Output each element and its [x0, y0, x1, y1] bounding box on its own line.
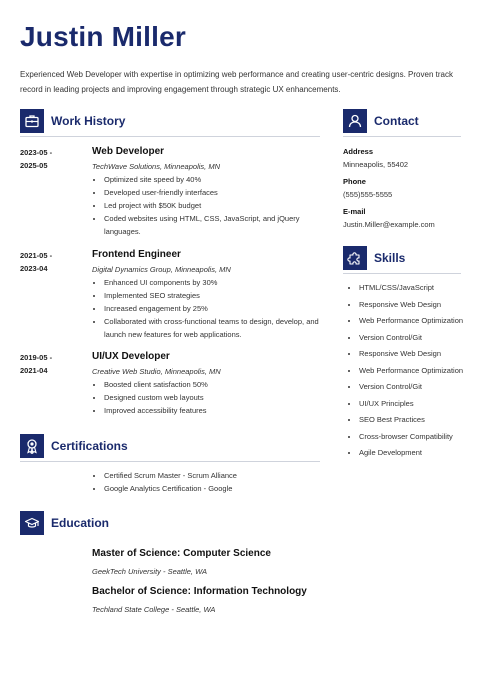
- certification-item: • Certified Scrum Master - Scrum Alliance: [104, 469, 322, 482]
- graduation-cap-icon: [20, 511, 44, 535]
- job-company: Digital Dynamics Group, Minneapolis, MN: [92, 265, 231, 274]
- section-divider: [20, 461, 320, 462]
- skill-item: • Web Performance Optimization: [359, 315, 465, 328]
- skill-item: • Agile Development: [359, 447, 465, 460]
- skill-item: • UI/UX Principles: [359, 398, 465, 411]
- cert-bullets: [92, 469, 322, 495]
- job-date-start: 2023-05 -: [20, 148, 53, 157]
- education-school: GeekTech University - Seattle, WA: [92, 567, 208, 576]
- job-bullet: • Improved accessibility features: [104, 404, 324, 417]
- skill-item: • Responsive Web Design: [359, 348, 465, 361]
- job-bullet: • Enhanced UI components by 30%: [104, 276, 324, 289]
- address-label: Address: [343, 147, 374, 156]
- contact-title: Contact: [374, 114, 419, 128]
- job-dates: [20, 351, 80, 377]
- address-value: Minneapolis, 55402: [343, 160, 409, 169]
- skill-bullets: [347, 282, 465, 460]
- briefcase-icon: [20, 109, 44, 133]
- education-header: [20, 511, 320, 537]
- job-title: Web Developer: [92, 146, 165, 157]
- job-company: TechWave Solutions, Minneapolis, MN: [92, 162, 220, 171]
- candidate-name: Justin Miller: [20, 21, 186, 52]
- job-bullets: [92, 173, 324, 238]
- contact-address: [343, 146, 473, 171]
- certification-item: • Google Analytics Certification - Google: [104, 482, 322, 495]
- skill-item: • Cross-browser Compatibility: [359, 431, 465, 444]
- job-dates: [20, 146, 80, 172]
- job-bullet: • Boosted client satisfaction 50%: [104, 378, 324, 391]
- skills-header: [343, 246, 461, 272]
- job-title: Frontend Engineer: [92, 249, 181, 260]
- job-bullet: • Developed user-friendly interfaces: [104, 186, 324, 199]
- job-bullet: • Implemented SEO strategies: [104, 289, 324, 302]
- job-bullet: • Led project with $50K budget: [104, 199, 324, 212]
- skill-item: • Version Control/Git: [359, 381, 465, 394]
- skill-item: • HTML/CSS/JavaScript: [359, 282, 465, 295]
- section-divider: [343, 136, 461, 137]
- skill-item: • Version Control/Git: [359, 332, 465, 345]
- certifications-title: Certifications: [51, 439, 128, 453]
- skills-list: [347, 282, 465, 464]
- certifications-header: [20, 434, 320, 460]
- education-school: Techland State College - Seattle, WA: [92, 605, 216, 614]
- job-bullet: • Optimized site speed by 40%: [104, 173, 324, 186]
- skill-item: • Web Performance Optimization: [359, 365, 465, 378]
- work-history-title: Work History: [51, 114, 126, 128]
- job-date-end: 2021-04: [20, 366, 48, 375]
- job-bullet: • Designed custom web layouts: [104, 391, 324, 404]
- person-icon: [343, 109, 367, 133]
- job-date-start: 2019-05 -: [20, 353, 53, 362]
- job-bullet: • Increased engagement by 25%: [104, 302, 324, 315]
- job-bullet: • Collaborated with cross-functional teams to design, develop, and launch new features for web applications.: [104, 315, 324, 341]
- job-bullets: [92, 378, 324, 417]
- skill-item: • Responsive Web Design: [359, 299, 465, 312]
- job-date-end: 2023-04: [20, 264, 48, 273]
- profile-summary: Experienced Web Developer with expertise in optimizing web performance and creating user-centric designs. Proven track record in leading projects and improving engagement through strategic UX enhancements.: [20, 70, 453, 94]
- job-date-end: 2025-05: [20, 161, 48, 170]
- education-degree: Master of Science: Computer Science: [92, 548, 271, 559]
- section-divider: [343, 273, 461, 274]
- contact-email: [343, 206, 473, 231]
- education-entry: [92, 585, 322, 616]
- job-bullets: [92, 276, 324, 341]
- education-title: Education: [51, 516, 110, 530]
- email-value: Justin.Miller@example.com: [343, 220, 435, 229]
- phone-value: (555)555-5555: [343, 190, 393, 199]
- job-company: Creative Web Studio, Minneapolis, MN: [92, 367, 221, 376]
- section-divider: [20, 136, 320, 137]
- phone-label: Phone: [343, 177, 366, 186]
- education-entry: [92, 547, 322, 578]
- contact-header: [343, 109, 461, 135]
- email-label: E-mail: [343, 207, 366, 216]
- ribbon-award-icon: [20, 434, 44, 458]
- skill-item: • SEO Best Practices: [359, 414, 465, 427]
- job-bullet: • Coded websites using HTML, CSS, JavaScript, and jQuery languages.: [104, 212, 324, 238]
- puzzle-icon: [343, 246, 367, 270]
- job-date-start: 2021-05 -: [20, 251, 53, 260]
- skills-title: Skills: [374, 251, 406, 265]
- education-degree: Bachelor of Science: Information Technology: [92, 586, 307, 597]
- job-title: UI/UX Developer: [92, 351, 170, 362]
- contact-phone: [343, 176, 473, 201]
- job-dates: [20, 249, 80, 275]
- work-history-header: [20, 109, 320, 135]
- certifications-list: [92, 469, 322, 495]
